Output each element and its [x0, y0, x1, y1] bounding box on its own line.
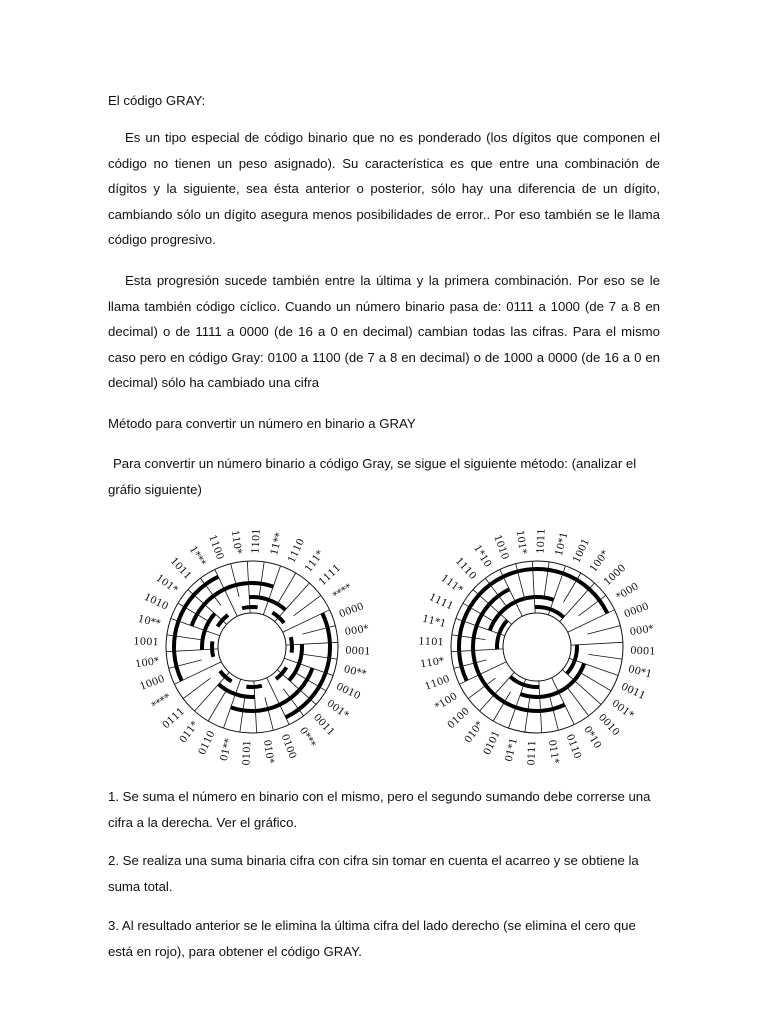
binary-wheel-code-label: ****: [331, 582, 355, 602]
binary-wheel-code-label: 1100: [206, 533, 226, 562]
binary-wheel-code-label: 11**: [269, 531, 286, 557]
gray-wheel-code-label: 01*1: [503, 736, 521, 763]
binary-wheel-code-label: 00**: [342, 664, 368, 681]
binary-wheel-divider: [294, 595, 321, 615]
method-heading: Método para convertir un número en binario a GRAY: [108, 416, 416, 431]
gray-wheel-divider: [544, 562, 549, 596]
binary-wheel-code-label: ****: [149, 692, 173, 712]
step-2: 2. Se realiza una suma binaria cifra con cifra sin tomar en cuenta el acarreo y se obtiene la suma total.: [108, 853, 639, 894]
gray-wheel-code-label: 0100: [445, 705, 472, 732]
step-1: 1. Se suma el número en binario con el mismo, pero el segundo sumando debe correrse una cifra a la derecha. Ver el gráfico.: [108, 789, 651, 830]
gray-wheel-divider: [582, 673, 611, 690]
gray-wheel-figure: [405, 525, 669, 775]
binary-wheel-divider: [265, 697, 273, 730]
binary-wheel-code-label: 110*: [228, 529, 244, 555]
gray-wheel-code-label: 000*: [629, 623, 655, 639]
step-3: 3. Al resultado anterior se le elimina la última cifra del lado derecho (se elimina el cero que está en rojo), para obtener el código GRAY.: [108, 918, 636, 959]
gray-wheel-code-label: 1110: [452, 555, 479, 582]
gray-wheel-code-label: *100: [433, 691, 460, 713]
document-title: El código GRAY:: [108, 93, 206, 108]
binary-wheel-code-label: 101*: [153, 572, 180, 596]
binary-wheel-code-label: 1001: [133, 636, 160, 649]
binary-wheel-figure: [120, 525, 384, 775]
binary-wheel-code-label: 011*: [177, 719, 201, 746]
gray-wheel-code-label: 00*1: [626, 663, 653, 681]
binary-wheel-code-label: 001*: [324, 698, 351, 722]
binary-wheel-code-label: 1***: [186, 544, 208, 569]
gray-wheel-code-label: 1100: [423, 673, 452, 693]
gray-wheel-code-label: 011*: [545, 739, 561, 765]
gray-wheel-inner-ring: [503, 613, 571, 681]
binary-wheel-divider: [303, 654, 337, 659]
binary-wheel-bit-arc: [291, 637, 292, 653]
binary-wheel-code-label: 1110: [286, 537, 308, 565]
gray-wheel-code-label: 110*: [419, 655, 445, 671]
binary-wheel-divider: [259, 562, 264, 596]
gray-wheel-code-label: 111*: [438, 572, 465, 596]
gray-wheel-divider: [571, 642, 623, 645]
binary-wheel-divider: [240, 698, 245, 732]
binary-wheel-divider: [167, 635, 201, 640]
binary-wheel-divider: [208, 692, 225, 721]
gray-wheel-code-label: 1011: [535, 528, 548, 555]
gray-wheel-divider: [539, 681, 542, 733]
binary-wheel-code-label: 0101: [241, 739, 254, 766]
gray-wheel-code-label: 0011: [619, 681, 647, 703]
gray-wheel-divider: [588, 654, 622, 659]
binary-wheel-code-label: 0***: [296, 725, 318, 750]
binary-wheel-code-label: 0010: [334, 681, 362, 703]
gray-wheel-code-label: 1010: [491, 533, 511, 562]
binary-wheel-code-label: 100*: [134, 655, 160, 671]
gray-wheel-code-label: 0*10: [581, 724, 603, 751]
gray-wheel-divider: [452, 635, 486, 640]
gray-wheel-code-label: 0000: [622, 601, 651, 621]
binary-wheel-code-label: 0000: [337, 601, 366, 621]
binary-wheel-code-label: 010*: [260, 739, 276, 765]
gray-wheel-code-label: 010*: [462, 719, 486, 746]
binary-wheel-divider: [223, 679, 240, 728]
binary-wheel-inner-ring: [218, 613, 286, 681]
gray-wheel-code-label: 0101: [481, 729, 503, 757]
binary-wheel-code-label: 0001: [344, 645, 371, 658]
binary-wheel-divider: [263, 566, 280, 615]
gray-wheel-code-label: 101*: [513, 529, 529, 555]
gray-wheel-code-label: 0111: [526, 739, 539, 766]
binary-wheel-code-label: 1010: [142, 591, 170, 613]
gray-wheel-divider: [550, 697, 558, 730]
binary-wheel-divider: [231, 564, 239, 597]
gray-wheel-outer-ring: [451, 561, 623, 733]
gray-wheel-code-label: 1101: [418, 636, 445, 649]
gray-wheel-divider: [568, 689, 588, 716]
gray-wheel-code-label: 1000: [602, 562, 629, 589]
gray-wheel-divider: [525, 698, 530, 732]
gray-wheel-divider: [587, 626, 620, 634]
binary-wheel-divider: [278, 573, 295, 602]
binary-wheel-bit-arc: [242, 607, 258, 608]
binary-wheel-outer-ring: [166, 561, 338, 733]
gray-wheel-code-label: 001*: [609, 698, 636, 722]
gray-wheel-svg: [405, 525, 669, 775]
binary-wheel-code-label: 0100: [278, 732, 298, 761]
binary-wheel-svg: [120, 525, 384, 775]
paragraph-cyclic: Esta progresión sucede también entre la última y la primera combinación. Por eso se le llama también código cíclico. Cuando un número binario pasa de: 0111 a 1000 (de 7 a 8 en decimal) o de 1111 a 0000 (de 16 a 0 en decimal) cambian todas las cifras. Para el mismo caso pero en código Gray: 0100 a 1100 (de 7 a 8 en decimal) o de 1000 a 0000 (de 16 a 0 en decimal) sólo ha cambiado una cifra: [108, 273, 660, 390]
gray-wheel-code-label: *000: [614, 581, 641, 603]
gray-wheel-code-label: 10*1: [553, 531, 571, 558]
gray-wheel-code-label: 0010: [595, 712, 622, 739]
binary-wheel-code-label: 000*: [344, 623, 370, 639]
binary-wheel-code-label: 0111: [160, 705, 187, 732]
binary-wheel-code-label: 111*: [303, 548, 327, 575]
gray-wheel-code-label: 100*: [588, 548, 612, 575]
gray-wheel-code-label: 1111: [427, 591, 455, 613]
binary-wheel-code-label: 1111: [317, 562, 344, 589]
paragraph-definition: Es un tipo especial de código binario que no es ponderado (los dígitos que componen el código no tienen un peso asignado). Su característica es que entre una combinación de dígitos y la siguiente, sea ésta anterior o posterior, sólo hay una diferencia de un dígito, cambiando sólo un dígito asegura menos posibilidades de error.. Por eso también se le llama código progresivo.: [108, 130, 660, 247]
binary-wheel-code-label: 1101: [250, 528, 263, 555]
method-intro: Para convertir un número binario a código Gray, se sigue el siguiente método: (analizar el gráfio siguiente): [108, 456, 637, 497]
binary-wheel-code-label: 0110: [196, 729, 218, 757]
gray-wheel-code-label: 0001: [629, 645, 656, 658]
binary-wheel-code-label: 1000: [138, 673, 167, 693]
binary-wheel-code-label: 1011: [167, 555, 194, 582]
gray-wheel-code-label: 11*1: [421, 613, 448, 631]
binary-wheel-code-label: 0011: [310, 712, 337, 739]
gray-wheel-code-label: 0110: [563, 732, 583, 761]
binary-wheel-code-label: 01**: [218, 737, 235, 763]
binary-wheel-code-label: 10**: [136, 613, 162, 630]
gray-wheel-code-label: 1001: [571, 537, 593, 565]
binary-wheel-bit-arc: [212, 641, 213, 657]
binary-wheel-divider: [183, 678, 210, 698]
binary-wheel-bit-arc: [246, 686, 262, 687]
gray-wheel-code-label: 1*10: [471, 543, 493, 570]
